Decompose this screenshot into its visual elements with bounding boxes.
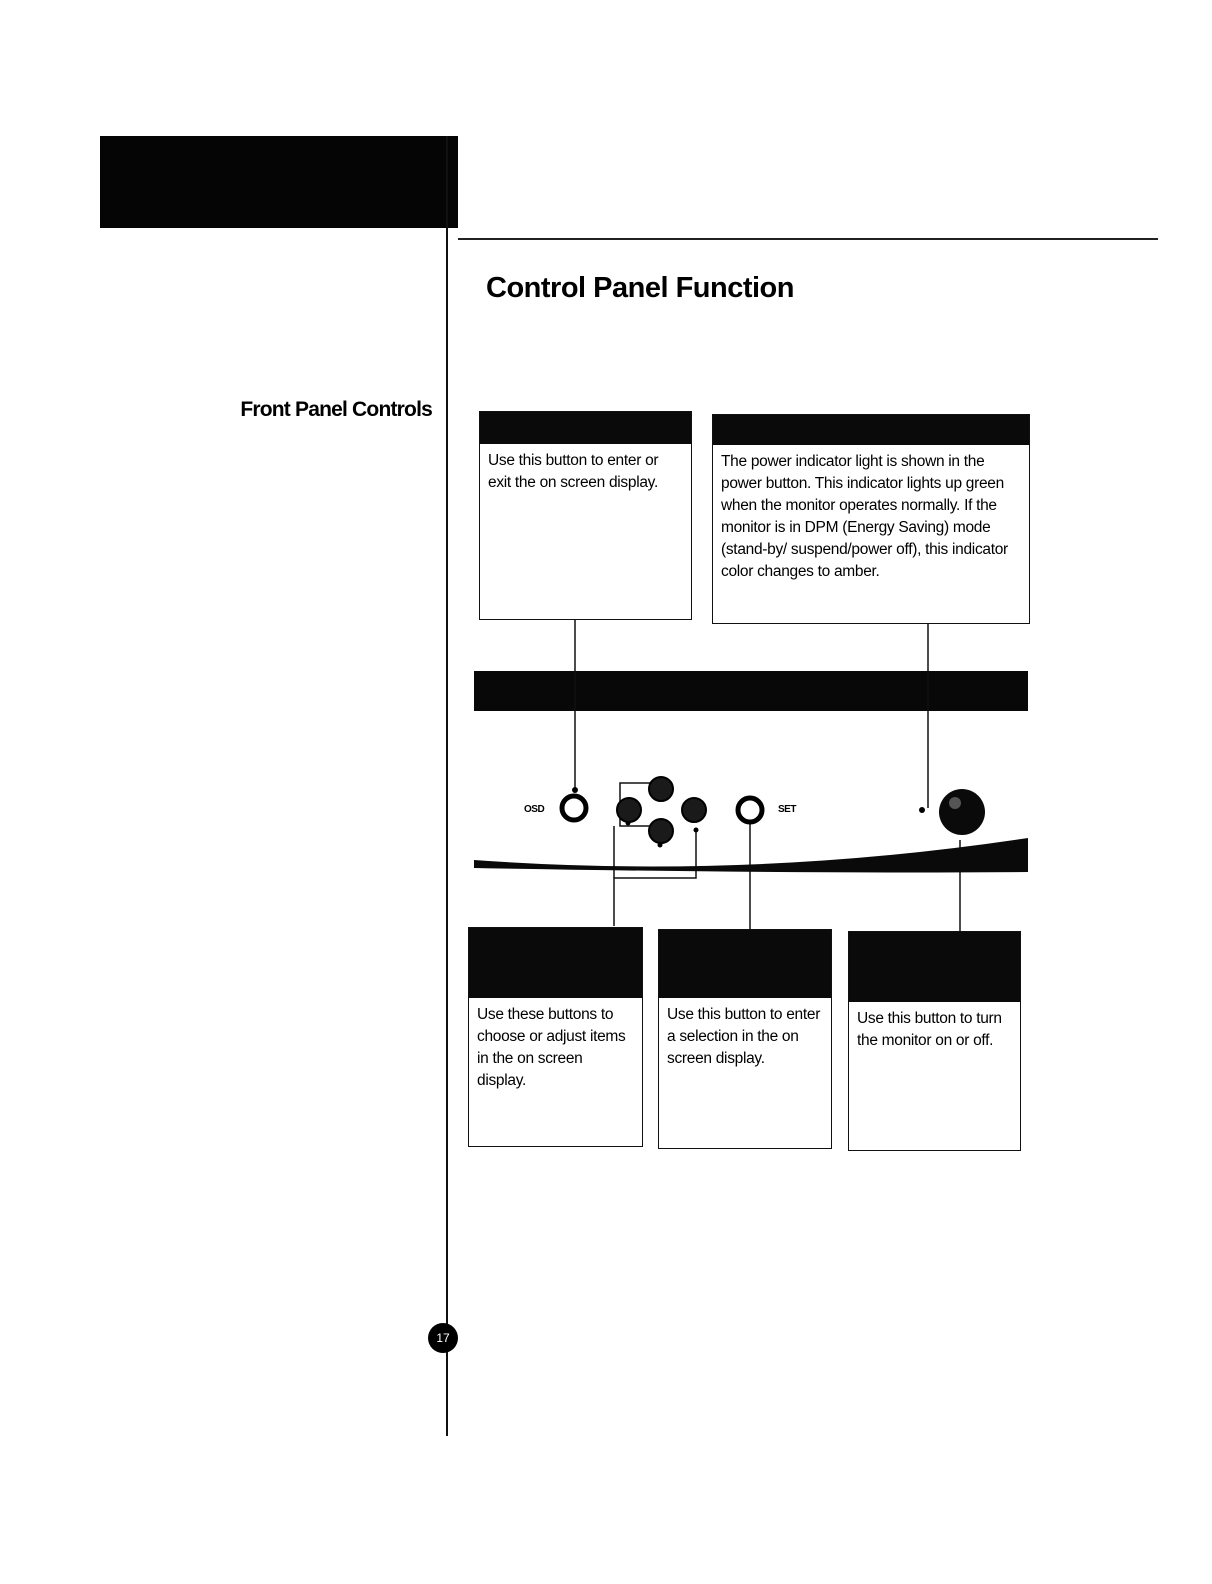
adjust-leader-line — [614, 830, 696, 926]
leader-dot — [572, 787, 578, 793]
left-arrow-button[interactable] — [617, 798, 641, 822]
page-number-badge: 17 — [428, 1323, 458, 1353]
set-callout — [658, 929, 832, 1149]
set-button[interactable] — [738, 798, 762, 822]
osd-button-label: OSD — [524, 804, 545, 815]
power-button[interactable] — [939, 789, 985, 835]
power-indicator-callout-text: The power indicator light is shown in the power button. This indicator lights up green when the monitor operates normally. If the monitor is in DPM (Energy Saving) mode (stand-by/ suspend/power off), this indicator color changes to amber. — [721, 453, 1008, 580]
set-callout-text: Use this button to enter a selection in the on screen display. — [667, 1006, 821, 1067]
set-button-label: SET — [778, 804, 796, 815]
callout-header-bar — [849, 932, 1020, 1002]
page-title: Control Panel Function — [486, 272, 794, 304]
power-callout-text: Use this button to turn the monitor on or off. — [857, 1010, 1002, 1049]
down-arrow-button[interactable] — [649, 819, 673, 843]
right-arrow-button[interactable] — [682, 798, 706, 822]
leader-lines — [575, 620, 960, 931]
adjust-callout-text: Use these buttons to choose or adjust items in the on screen display. — [477, 1006, 626, 1089]
adjust-callout — [468, 927, 643, 1147]
callout-header-bar — [659, 930, 831, 998]
callout-header-bar — [469, 928, 642, 998]
power-button-highlight — [949, 797, 961, 809]
up-arrow-button[interactable] — [649, 777, 673, 801]
osd-callout-text: Use this button to enter or exit the on screen display. — [488, 452, 659, 491]
osd-button[interactable] — [562, 796, 586, 820]
power-callout — [848, 931, 1021, 1151]
power-indicator-dot — [919, 807, 925, 813]
leader-dot — [694, 828, 699, 833]
section-title: Front Panel Controls — [240, 398, 432, 421]
panel-bezel-curve — [474, 838, 1028, 873]
